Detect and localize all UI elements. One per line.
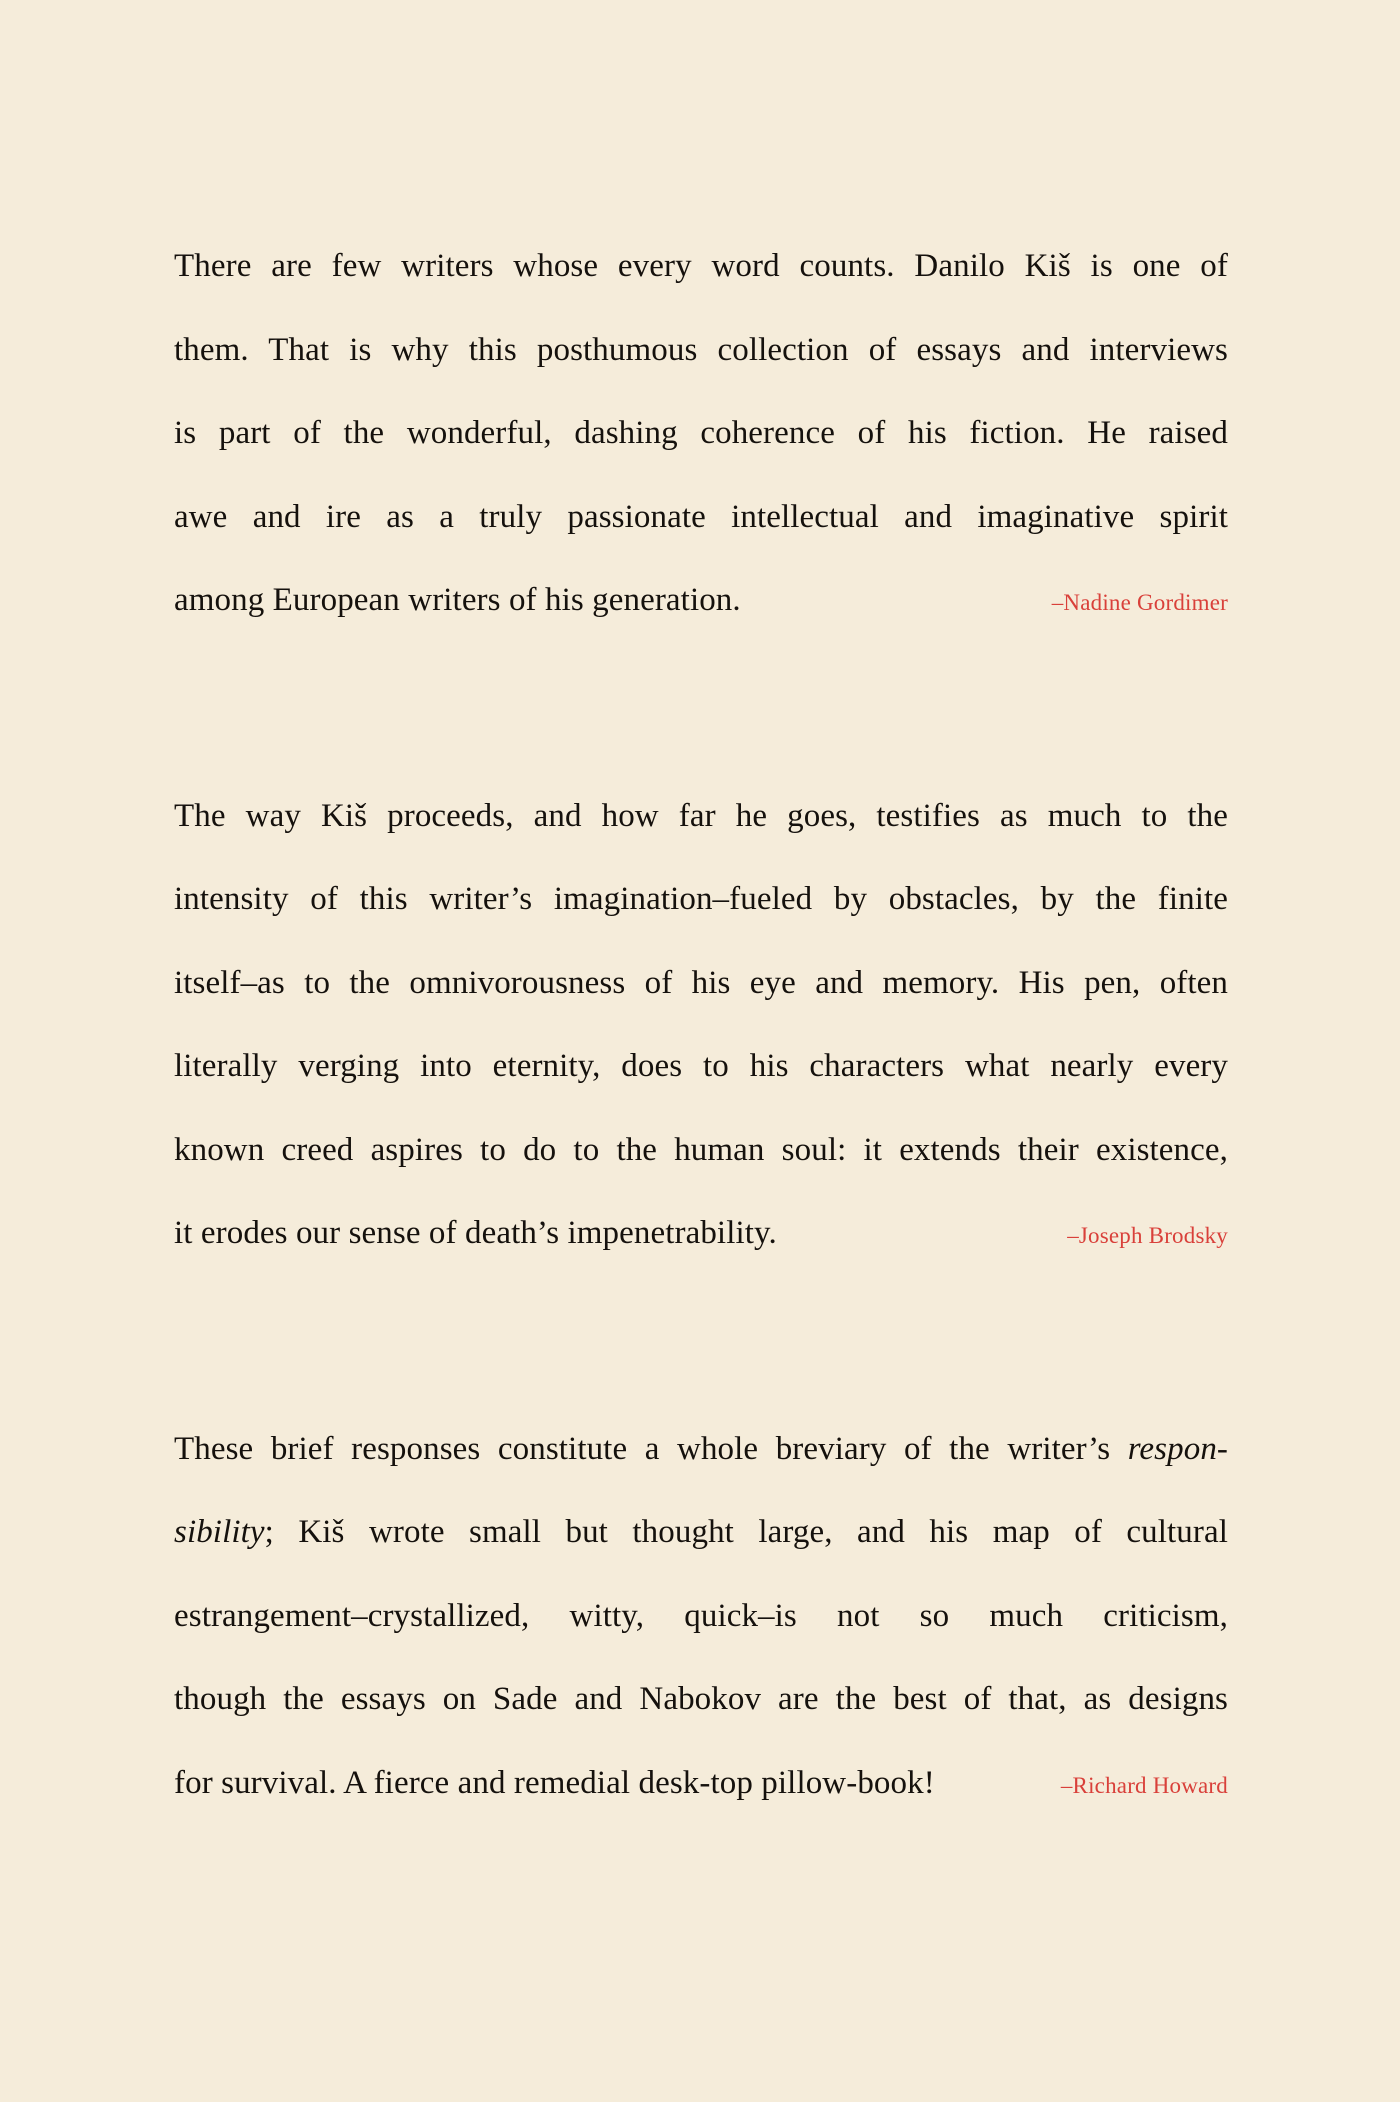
quote-line: literally verging into eternity, does to his characters what nearly every bbox=[174, 1048, 1228, 1084]
quote-line: estrangement–crystallized, witty, quick–is not so much criticism, bbox=[174, 1597, 1228, 1634]
quote-line: awe and ire as a truly passionate intellectual and imaginative spirit bbox=[174, 498, 1228, 535]
quote-last-line bbox=[174, 1742, 1228, 1826]
quote-gordimer bbox=[174, 225, 1228, 643]
attribution-gordimer: –Nadine Gordimer bbox=[1051, 590, 1228, 615]
attribution-howard: –Richard Howard bbox=[1060, 1772, 1228, 1798]
quote-line: is part of the wonderful, dashing coherence of his fiction. He raised bbox=[174, 415, 1228, 451]
quote-brodsky bbox=[174, 775, 1228, 1276]
attribution-brodsky: –Joseph Brodsky bbox=[1067, 1223, 1228, 1248]
quote-line: known creed aspires to do to the human soul: it extends their existence, bbox=[174, 1131, 1228, 1168]
quote-line-text: among European writers of his generation. bbox=[174, 582, 741, 618]
quote-howard bbox=[174, 1408, 1228, 1826]
quote-italic-text: sibility bbox=[174, 1514, 265, 1550]
quote-italic-text: respon- bbox=[1127, 1430, 1229, 1467]
quote-line-text: These brief responses constitute a whole breviary of the writer’s bbox=[174, 1430, 1111, 1467]
quote-line-text: ; Kiš wrote small but thought large, and his map of cultural bbox=[264, 1514, 1228, 1550]
quote-line bbox=[174, 1408, 1228, 1492]
quote-line: itself–as to the omnivorousness of his eye and memory. His pen, often bbox=[174, 964, 1228, 1001]
quote-line: There are few writers whose every word counts. Danilo Kiš is one of bbox=[174, 248, 1228, 284]
quote-last-line bbox=[174, 559, 1228, 643]
quote-line: The way Kiš proceeds, and how far he goes, testifies as much to the bbox=[174, 797, 1228, 834]
quote-line: though the essays on Sade and Nabokov are the best of that, as designs bbox=[174, 1681, 1228, 1717]
blurbs-container bbox=[174, 225, 1228, 1957]
quote-line: them. That is why this posthumous collection of essays and interviews bbox=[174, 331, 1228, 368]
quote-line-text: for survival. A fierce and remedial desk-top pillow-book! bbox=[174, 1764, 935, 1801]
quote-last-line bbox=[174, 1192, 1228, 1276]
quote-line-text: it erodes our sense of death’s impenetrability. bbox=[174, 1215, 777, 1251]
quote-line: intensity of this writer’s imagination–fueled by obstacles, by the finite bbox=[174, 881, 1228, 917]
quote-line bbox=[174, 1491, 1228, 1575]
